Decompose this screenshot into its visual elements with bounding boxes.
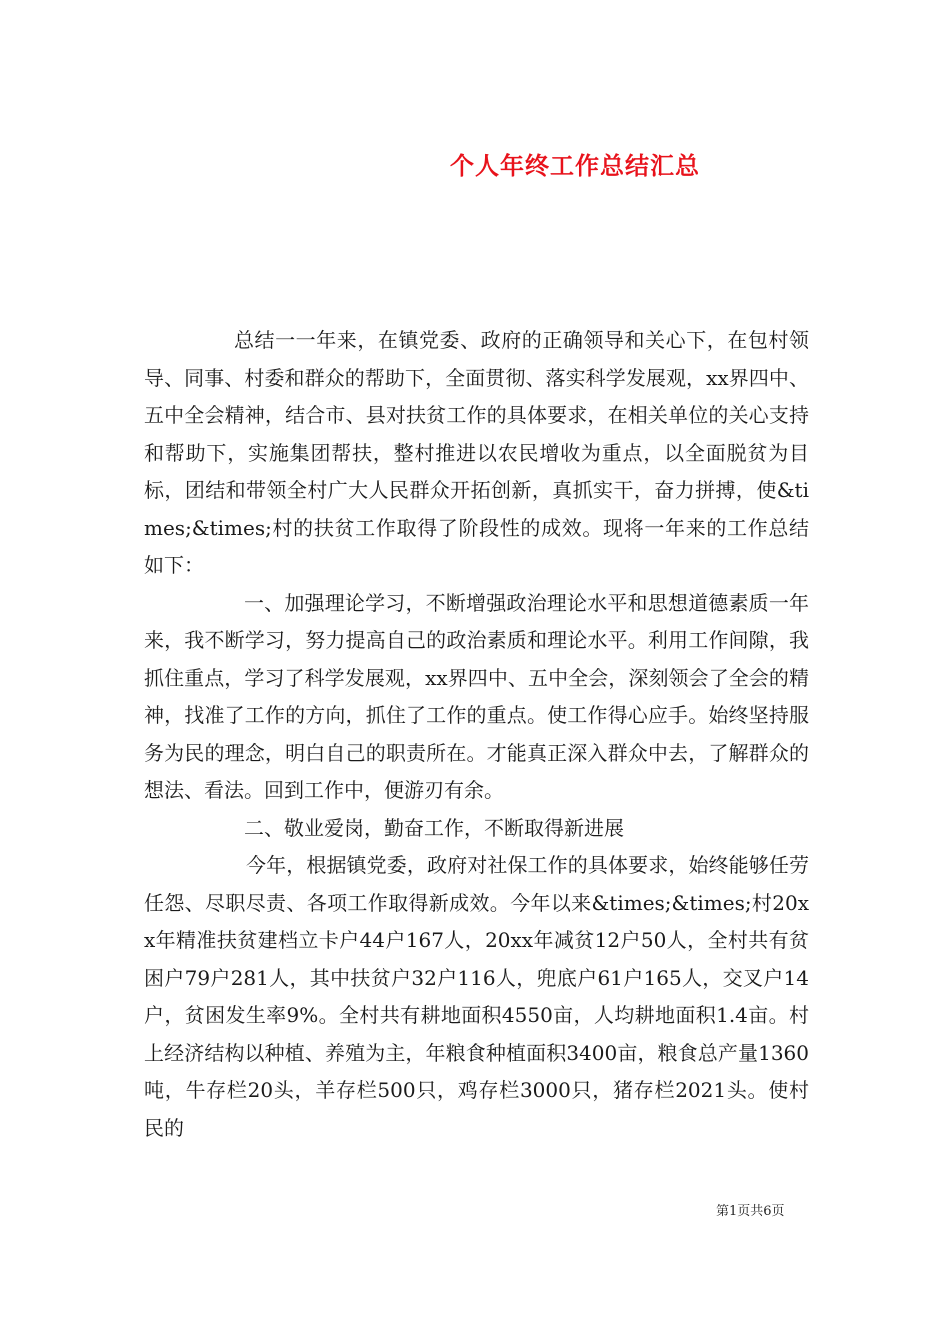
- page-number-footer: 第1页共6页: [716, 1204, 785, 1219]
- document-title: 个人年终工作总结汇总: [450, 151, 700, 181]
- paragraph-section-1: 一、加强理论学习，不断增强政治理论水平和思想道德素质一年来，我不断学习，努力提高自己的政治素质和理论水平。利用工作间隙，我抓住重点，学习了科学发展观，xx界四中、五中全会，深刻领会了全会的精神，找准了工作的方向，抓住了工作的重点。使工作得心应手。始终坚持服务为民的理念，明白自己的职责所在。才能真正深入群众中去，了解群众的想法、看法。回到工作中，便游刃有余。: [144, 590, 809, 802]
- document-body: [144, 322, 809, 1147]
- paragraph-intro: 总结一一年来，在镇党委、政府的正确领导和关心下，在包村领导、同事、村委和群众的帮助下，全面贯彻、落实科学发展观，xx界四中、五中全会精神，结合市、县对扶贫工作的具体要求，在相关单位的关心支持和帮助下，实施集团帮扶，整村推进以农民增收为重点，以全面脱贫为目标，团结和带领全村广大人民群众开拓创新，真抓实干，奋力拼搏，使&times;&times;村的扶贫工作取得了阶段性的成效。现将一年来的工作总结如下：: [144, 328, 809, 577]
- section-2-heading: 二、敬业爱岗，勤奋工作，不断取得新进展: [244, 815, 624, 840]
- paragraph-section-2: 今年，根据镇党委，政府对社保工作的具体要求，始终能够任劳任怨、尽职尽责、各项工作取得新成效。今年以来&times;&times;村20xx年精准扶贫建档立卡户44户167人，20xx年减贫12户50人，全村共有贫困户79户281人，其中扶贫户32户116人，兜底户61户165人，交叉户14户，贫困发生率9%。全村共有耕地面积4550亩，人均耕地面积1.4亩。村上经济结构以种植、养殖为主，年粮食种植面积3400亩，粮食总产量1360吨，牛存栏20头，羊存栏500只，鸡存栏3000只，猪存栏2021头。使村民的: [144, 853, 809, 1140]
